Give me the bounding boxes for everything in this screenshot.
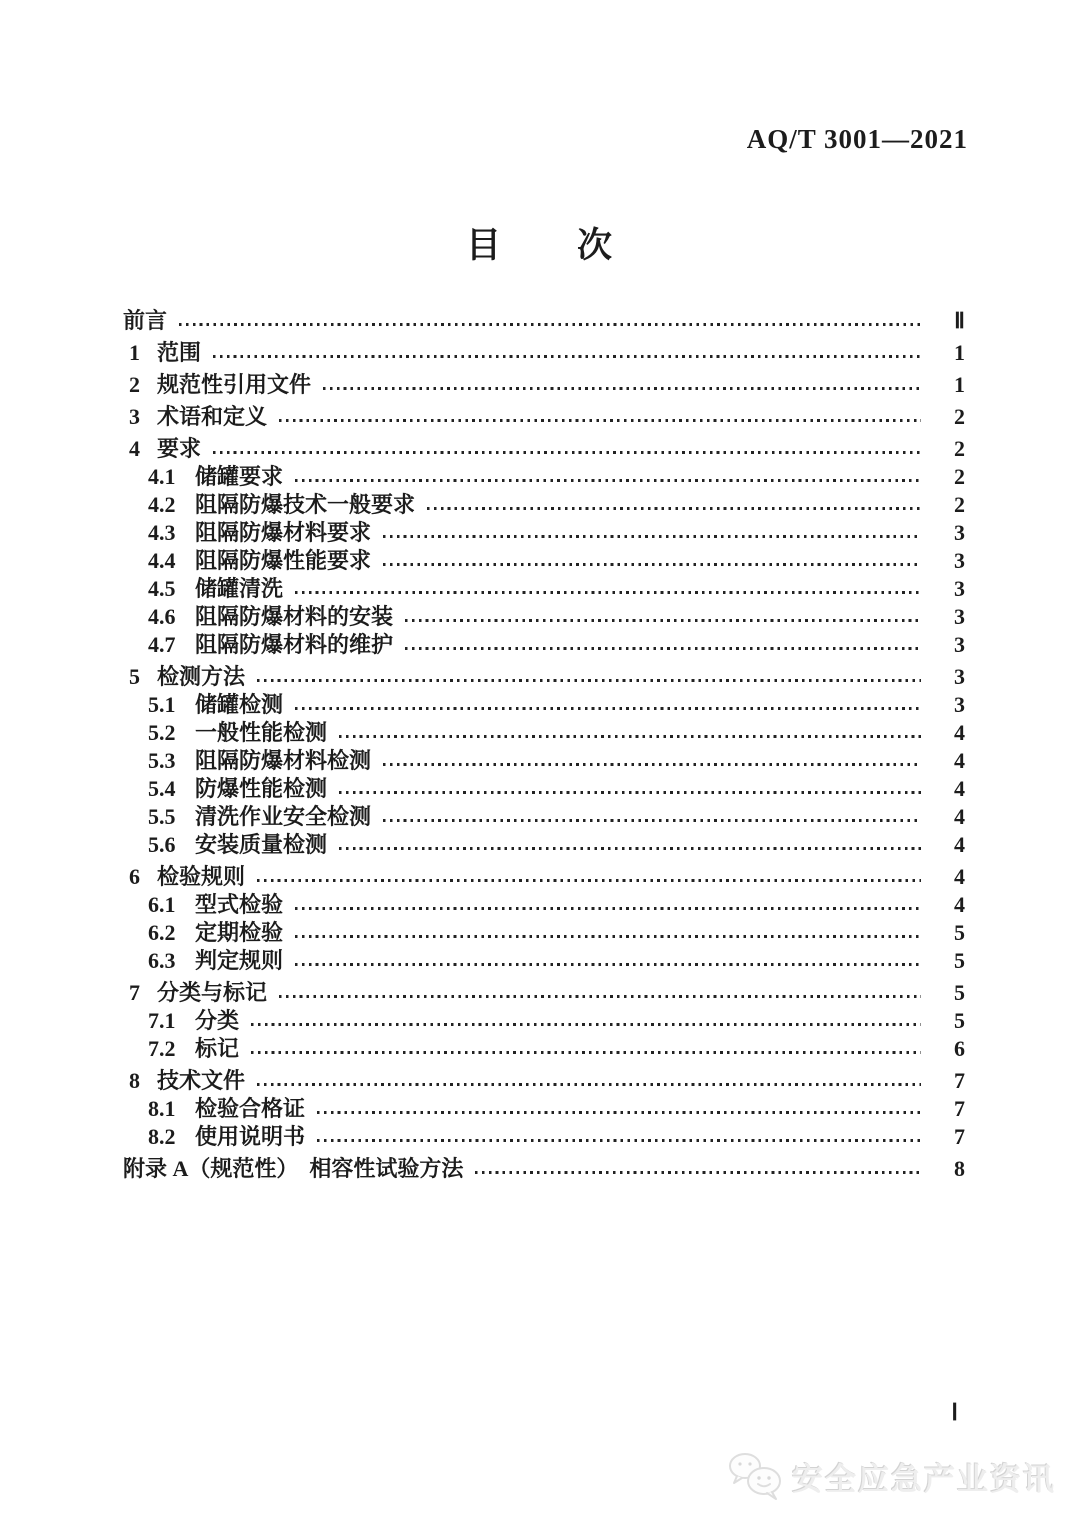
toc-entry-label: 储罐检测 <box>195 692 284 717</box>
toc-row <box>123 921 965 945</box>
dot-leader <box>257 1083 921 1086</box>
dot-leader <box>339 847 921 850</box>
toc-entry-page: 5 <box>954 920 965 945</box>
toc-entry-number: 5.6 <box>148 832 176 857</box>
toc-entry-number: 4.2 <box>148 492 176 517</box>
toc-entry-page: 4 <box>954 776 965 801</box>
page-number: Ⅰ <box>951 1400 958 1425</box>
toc-entry-page: 3 <box>954 576 965 601</box>
dot-leader <box>475 1171 921 1174</box>
dot-leader <box>339 735 921 738</box>
dot-leader <box>179 323 921 326</box>
toc-entry-page: 2 <box>954 436 965 461</box>
toc-entry-number: 5 <box>129 664 140 689</box>
toc-entry-page: 5 <box>954 948 965 973</box>
toc-entry-page: 2 <box>954 464 965 489</box>
toc-entry-number: 7.1 <box>148 1008 176 1033</box>
toc-entry-number: 4.7 <box>148 632 176 657</box>
toc-entry-number: 4 <box>129 436 140 461</box>
toc-entry-label: 前言 <box>123 308 168 333</box>
toc-entry-label: 阻隔防爆技术一般要求 <box>195 492 416 517</box>
dot-leader <box>295 479 921 482</box>
dot-leader <box>257 879 921 882</box>
dot-leader <box>295 707 921 710</box>
dot-leader <box>317 1139 921 1142</box>
toc-row <box>123 1009 965 1033</box>
dot-leader <box>405 619 921 622</box>
toc-entry-page: Ⅱ <box>954 308 965 333</box>
dot-leader <box>295 591 921 594</box>
toc-entry-page: 5 <box>954 980 965 1005</box>
toc-entry-label: 定期检验 <box>195 920 284 945</box>
table-of-contents <box>123 309 965 1185</box>
toc-row <box>123 805 965 829</box>
toc-entry-label: 阻隔防爆材料检测 <box>195 748 372 773</box>
dot-leader <box>405 647 921 650</box>
toc-entry-page: 6 <box>954 1036 965 1061</box>
toc-entry-number: 8 <box>129 1068 140 1093</box>
toc-entry-number: 7 <box>129 980 140 1005</box>
toc-row <box>123 437 965 461</box>
dot-leader <box>427 507 921 510</box>
toc-entry-label: 要求 <box>157 436 202 461</box>
toc-row <box>123 777 965 801</box>
dot-leader <box>383 763 921 766</box>
toc-entry-page: 4 <box>954 892 965 917</box>
watermark-text: 安全应急产业资讯 <box>792 1461 1056 1497</box>
toc-entry-number: 4.1 <box>148 464 176 489</box>
toc-entry-number: 4.4 <box>148 548 176 573</box>
toc-entry-number: 6.3 <box>148 948 176 973</box>
toc-entry-page: 4 <box>954 864 965 889</box>
toc-entry-label: 阻隔防爆材料要求 <box>195 520 372 545</box>
toc-row <box>123 1157 965 1181</box>
toc-row <box>123 577 965 601</box>
toc-entry-label: 一般性能检测 <box>195 720 328 745</box>
toc-entry-number: 6.2 <box>148 920 176 945</box>
dot-leader <box>213 451 921 454</box>
toc-entry-number: 6 <box>129 864 140 889</box>
toc-entry-number: 4.6 <box>148 604 176 629</box>
toc-entry-page: 2 <box>954 404 965 429</box>
toc-entry-number: 5.5 <box>148 804 176 829</box>
toc-entry-label: 清洗作业安全检测 <box>195 804 372 829</box>
toc-entry-page: 4 <box>954 720 965 745</box>
dot-leader <box>251 1023 921 1026</box>
toc-entry-label: 检验规则 <box>157 864 246 889</box>
toc-entry-page: 3 <box>954 692 965 717</box>
toc-entry-page: 3 <box>954 604 965 629</box>
toc-entry-number: 7.2 <box>148 1036 176 1061</box>
wechat-icon <box>726 1452 784 1500</box>
toc-row <box>123 493 965 517</box>
toc-entry-number: 6.1 <box>148 892 176 917</box>
toc-row <box>123 949 965 973</box>
toc-row <box>123 549 965 573</box>
standard-code: AQ/T 3001—2021 <box>746 124 968 154</box>
toc-row <box>123 1037 965 1061</box>
toc-entry-label: 阻隔防爆材料的维护 <box>195 632 394 657</box>
toc-entry-label: 判定规则 <box>195 948 284 973</box>
toc-entry-page: 3 <box>954 548 965 573</box>
dot-leader <box>279 995 921 998</box>
toc-entry-label: 阻隔防爆性能要求 <box>195 548 372 573</box>
toc-entry-label: 规范性引用文件 <box>157 372 312 397</box>
toc-entry-label: 分类 <box>195 1008 240 1033</box>
toc-entry-page: 7 <box>954 1124 965 1149</box>
toc-entry-number: 3 <box>129 404 140 429</box>
toc-entry-page: 7 <box>954 1096 965 1121</box>
toc-entry-label: 储罐要求 <box>195 464 284 489</box>
dot-leader <box>213 355 921 358</box>
toc-row <box>123 893 965 917</box>
toc-entry-label: 分类与标记 <box>157 980 268 1005</box>
toc-entry-label: 标记 <box>195 1036 240 1061</box>
toc-entry-label: 范围 <box>157 340 202 365</box>
toc-entry-label: 防爆性能检测 <box>195 776 328 801</box>
toc-entry-label: 安装质量检测 <box>195 832 328 857</box>
toc-entry-label: 储罐清洗 <box>195 576 284 601</box>
toc-entry-number: 5.4 <box>148 776 176 801</box>
toc-row <box>123 1097 965 1121</box>
toc-entry-number: 2 <box>129 372 140 397</box>
toc-entry-number: 5.3 <box>148 748 176 773</box>
toc-row <box>123 465 965 489</box>
dot-leader <box>339 791 921 794</box>
toc-entry-number: 1 <box>129 340 140 365</box>
toc-row <box>123 633 965 657</box>
toc-entry-label: 使用说明书 <box>195 1124 306 1149</box>
dot-leader <box>383 563 921 566</box>
toc-row <box>123 373 965 397</box>
toc-entry-number: 5.2 <box>148 720 176 745</box>
toc-entry-page: 4 <box>954 832 965 857</box>
dot-leader <box>257 679 921 682</box>
toc-entry-page: 4 <box>954 804 965 829</box>
toc-row <box>123 1069 965 1093</box>
toc-entry-page: 1 <box>954 372 965 397</box>
dot-leader <box>295 907 921 910</box>
toc-entry-label: 型式检验 <box>195 892 284 917</box>
page-title: 目 次 <box>465 226 614 265</box>
toc-entry-page: 2 <box>954 492 965 517</box>
toc-entry-label: 技术文件 <box>157 1068 246 1093</box>
toc-row <box>123 1125 965 1149</box>
toc-entry-label: 检测方法 <box>157 664 246 689</box>
toc-entry-number: 4.5 <box>148 576 176 601</box>
toc-row <box>123 749 965 773</box>
toc-row <box>123 865 965 889</box>
dot-leader <box>317 1111 921 1114</box>
toc-entry-page: 4 <box>954 748 965 773</box>
toc-entry-label: 附录 A（规范性） 相容性试验方法 <box>123 1156 464 1181</box>
toc-entry-page: 5 <box>954 1008 965 1033</box>
dot-leader <box>383 535 921 538</box>
toc-entry-number: 4.3 <box>148 520 176 545</box>
toc-entry-label: 阻隔防爆材料的安装 <box>195 604 394 629</box>
toc-entry-label: 检验合格证 <box>195 1096 306 1121</box>
toc-entry-page: 3 <box>954 664 965 689</box>
toc-entry-number: 8.2 <box>148 1124 176 1149</box>
dot-leader <box>383 819 921 822</box>
dot-leader <box>323 387 921 390</box>
toc-row <box>123 833 965 857</box>
toc-row <box>123 309 965 333</box>
dot-leader <box>251 1051 921 1054</box>
toc-row <box>123 693 965 717</box>
toc-entry-page: 1 <box>954 340 965 365</box>
toc-row <box>123 521 965 545</box>
toc-entry-number: 8.1 <box>148 1096 176 1121</box>
toc-entry-page: 3 <box>954 632 965 657</box>
dot-leader <box>279 419 921 422</box>
toc-entry-label: 术语和定义 <box>157 404 268 429</box>
toc-entry-page: 3 <box>954 520 965 545</box>
toc-row <box>123 405 965 429</box>
toc-row <box>123 341 965 365</box>
toc-entry-page: 7 <box>954 1068 965 1093</box>
toc-entry-page: 8 <box>954 1156 965 1181</box>
watermark <box>726 1452 1056 1500</box>
toc-row <box>123 665 965 689</box>
toc-row <box>123 981 965 1005</box>
dot-leader <box>295 935 921 938</box>
toc-entry-number: 5.1 <box>148 692 176 717</box>
toc-row <box>123 721 965 745</box>
toc-row <box>123 605 965 629</box>
dot-leader <box>295 963 921 966</box>
